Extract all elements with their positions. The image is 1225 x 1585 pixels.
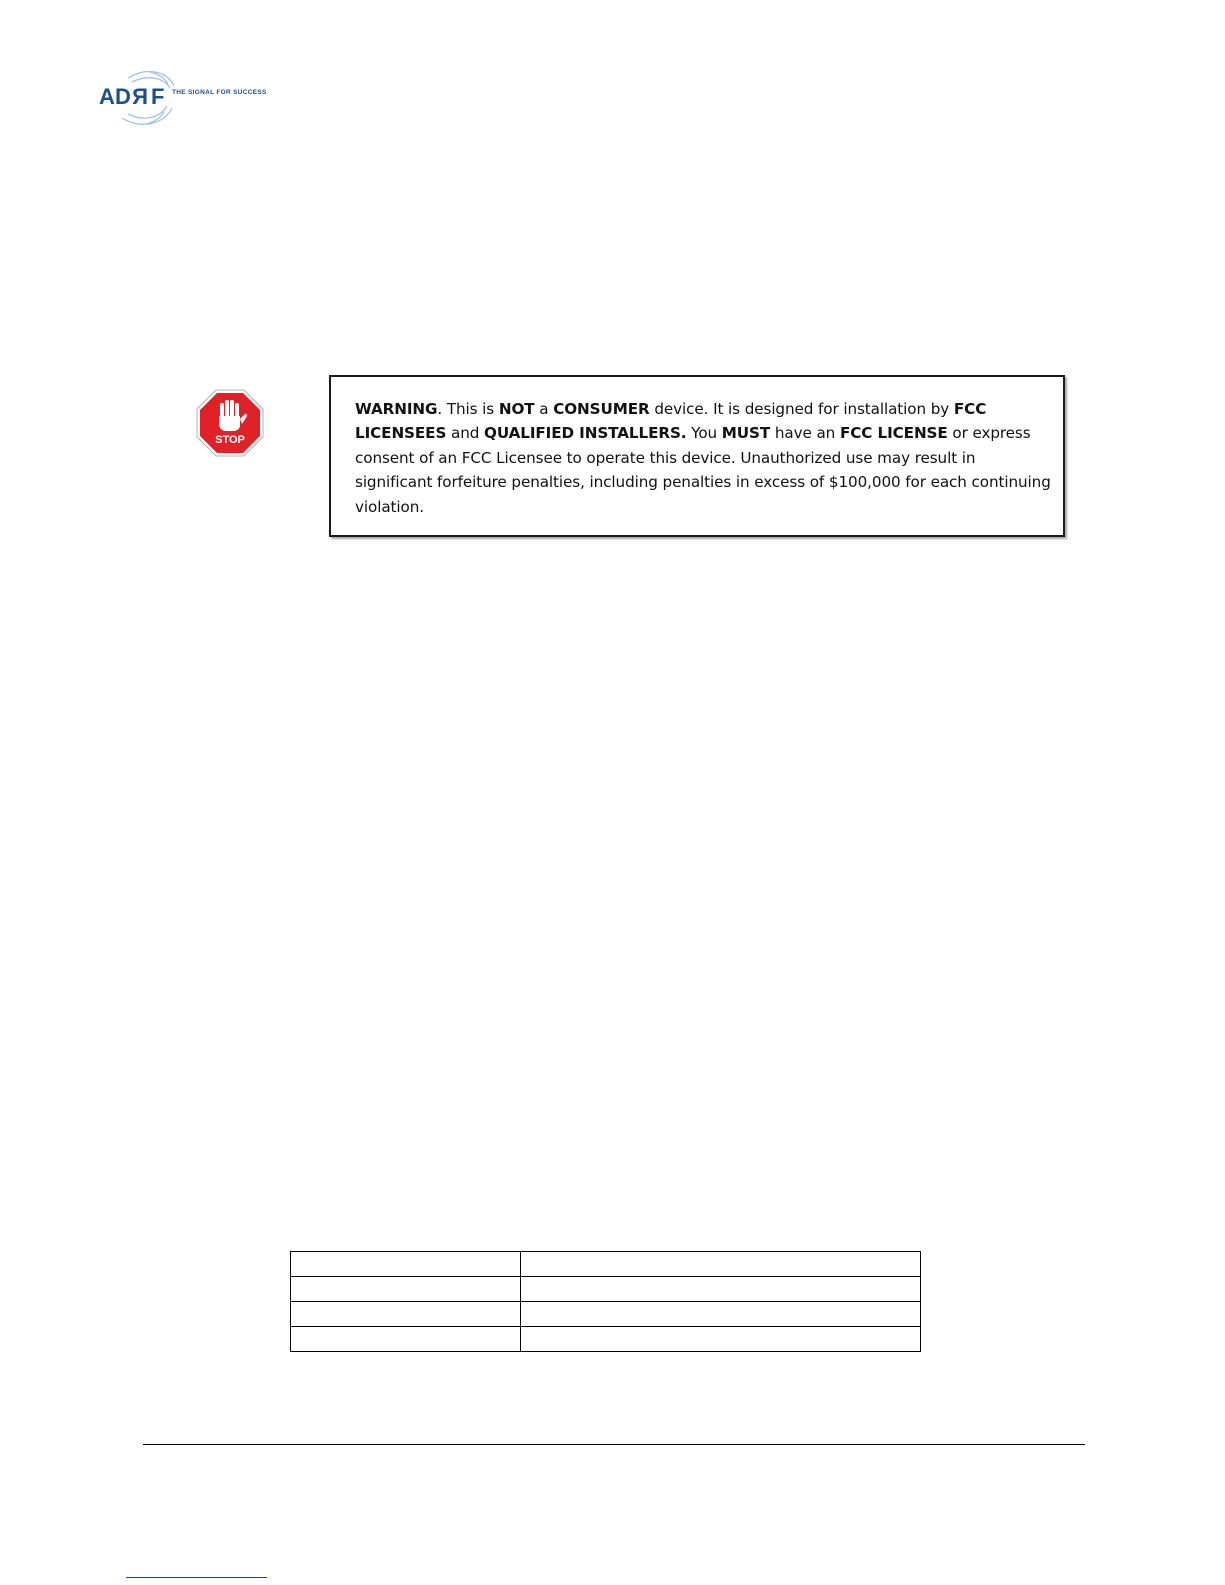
stop-sign-icon [196, 389, 264, 457]
svg-text:D: D [115, 84, 131, 109]
svg-text:R: R [132, 84, 148, 109]
table-row [291, 1277, 921, 1302]
table-cell [291, 1327, 521, 1352]
company-logo [98, 68, 273, 124]
warning-notice-box [329, 375, 1065, 537]
adrf-logo-icon [98, 68, 278, 128]
table-cell [521, 1302, 921, 1327]
warning-text: WARNING. This is NOT a CONSUMER device. It is designed for installation by FCC LICENSEES and QUALIFIED INSTALLERS. You MUST have an FCC LICENSE or express consent of an FCC Licensee to operate this device. Unauthorized use may result in significant forfeiture penalties, including penalties in excess of $100,000 for each continuing violation. [355, 400, 1051, 516]
table-cell [291, 1302, 521, 1327]
table-cell [521, 1252, 921, 1277]
revision-table [290, 1251, 921, 1352]
svg-text:F: F [151, 84, 165, 109]
table-cell [291, 1277, 521, 1302]
table-cell [291, 1252, 521, 1277]
logo-tagline: THE SIGNAL FOR SUCCESS [172, 89, 267, 96]
table-row [291, 1327, 921, 1352]
footer-divider [143, 1444, 1085, 1445]
table-row [291, 1302, 921, 1327]
stop-sign-label: STOP [215, 434, 245, 446]
table-cell [521, 1277, 921, 1302]
footer-link[interactable] [126, 1577, 267, 1578]
table-cell [521, 1327, 921, 1352]
warning-heading: WARNING [355, 400, 438, 418]
table-row [291, 1252, 921, 1277]
svg-text:A: A [99, 84, 115, 109]
